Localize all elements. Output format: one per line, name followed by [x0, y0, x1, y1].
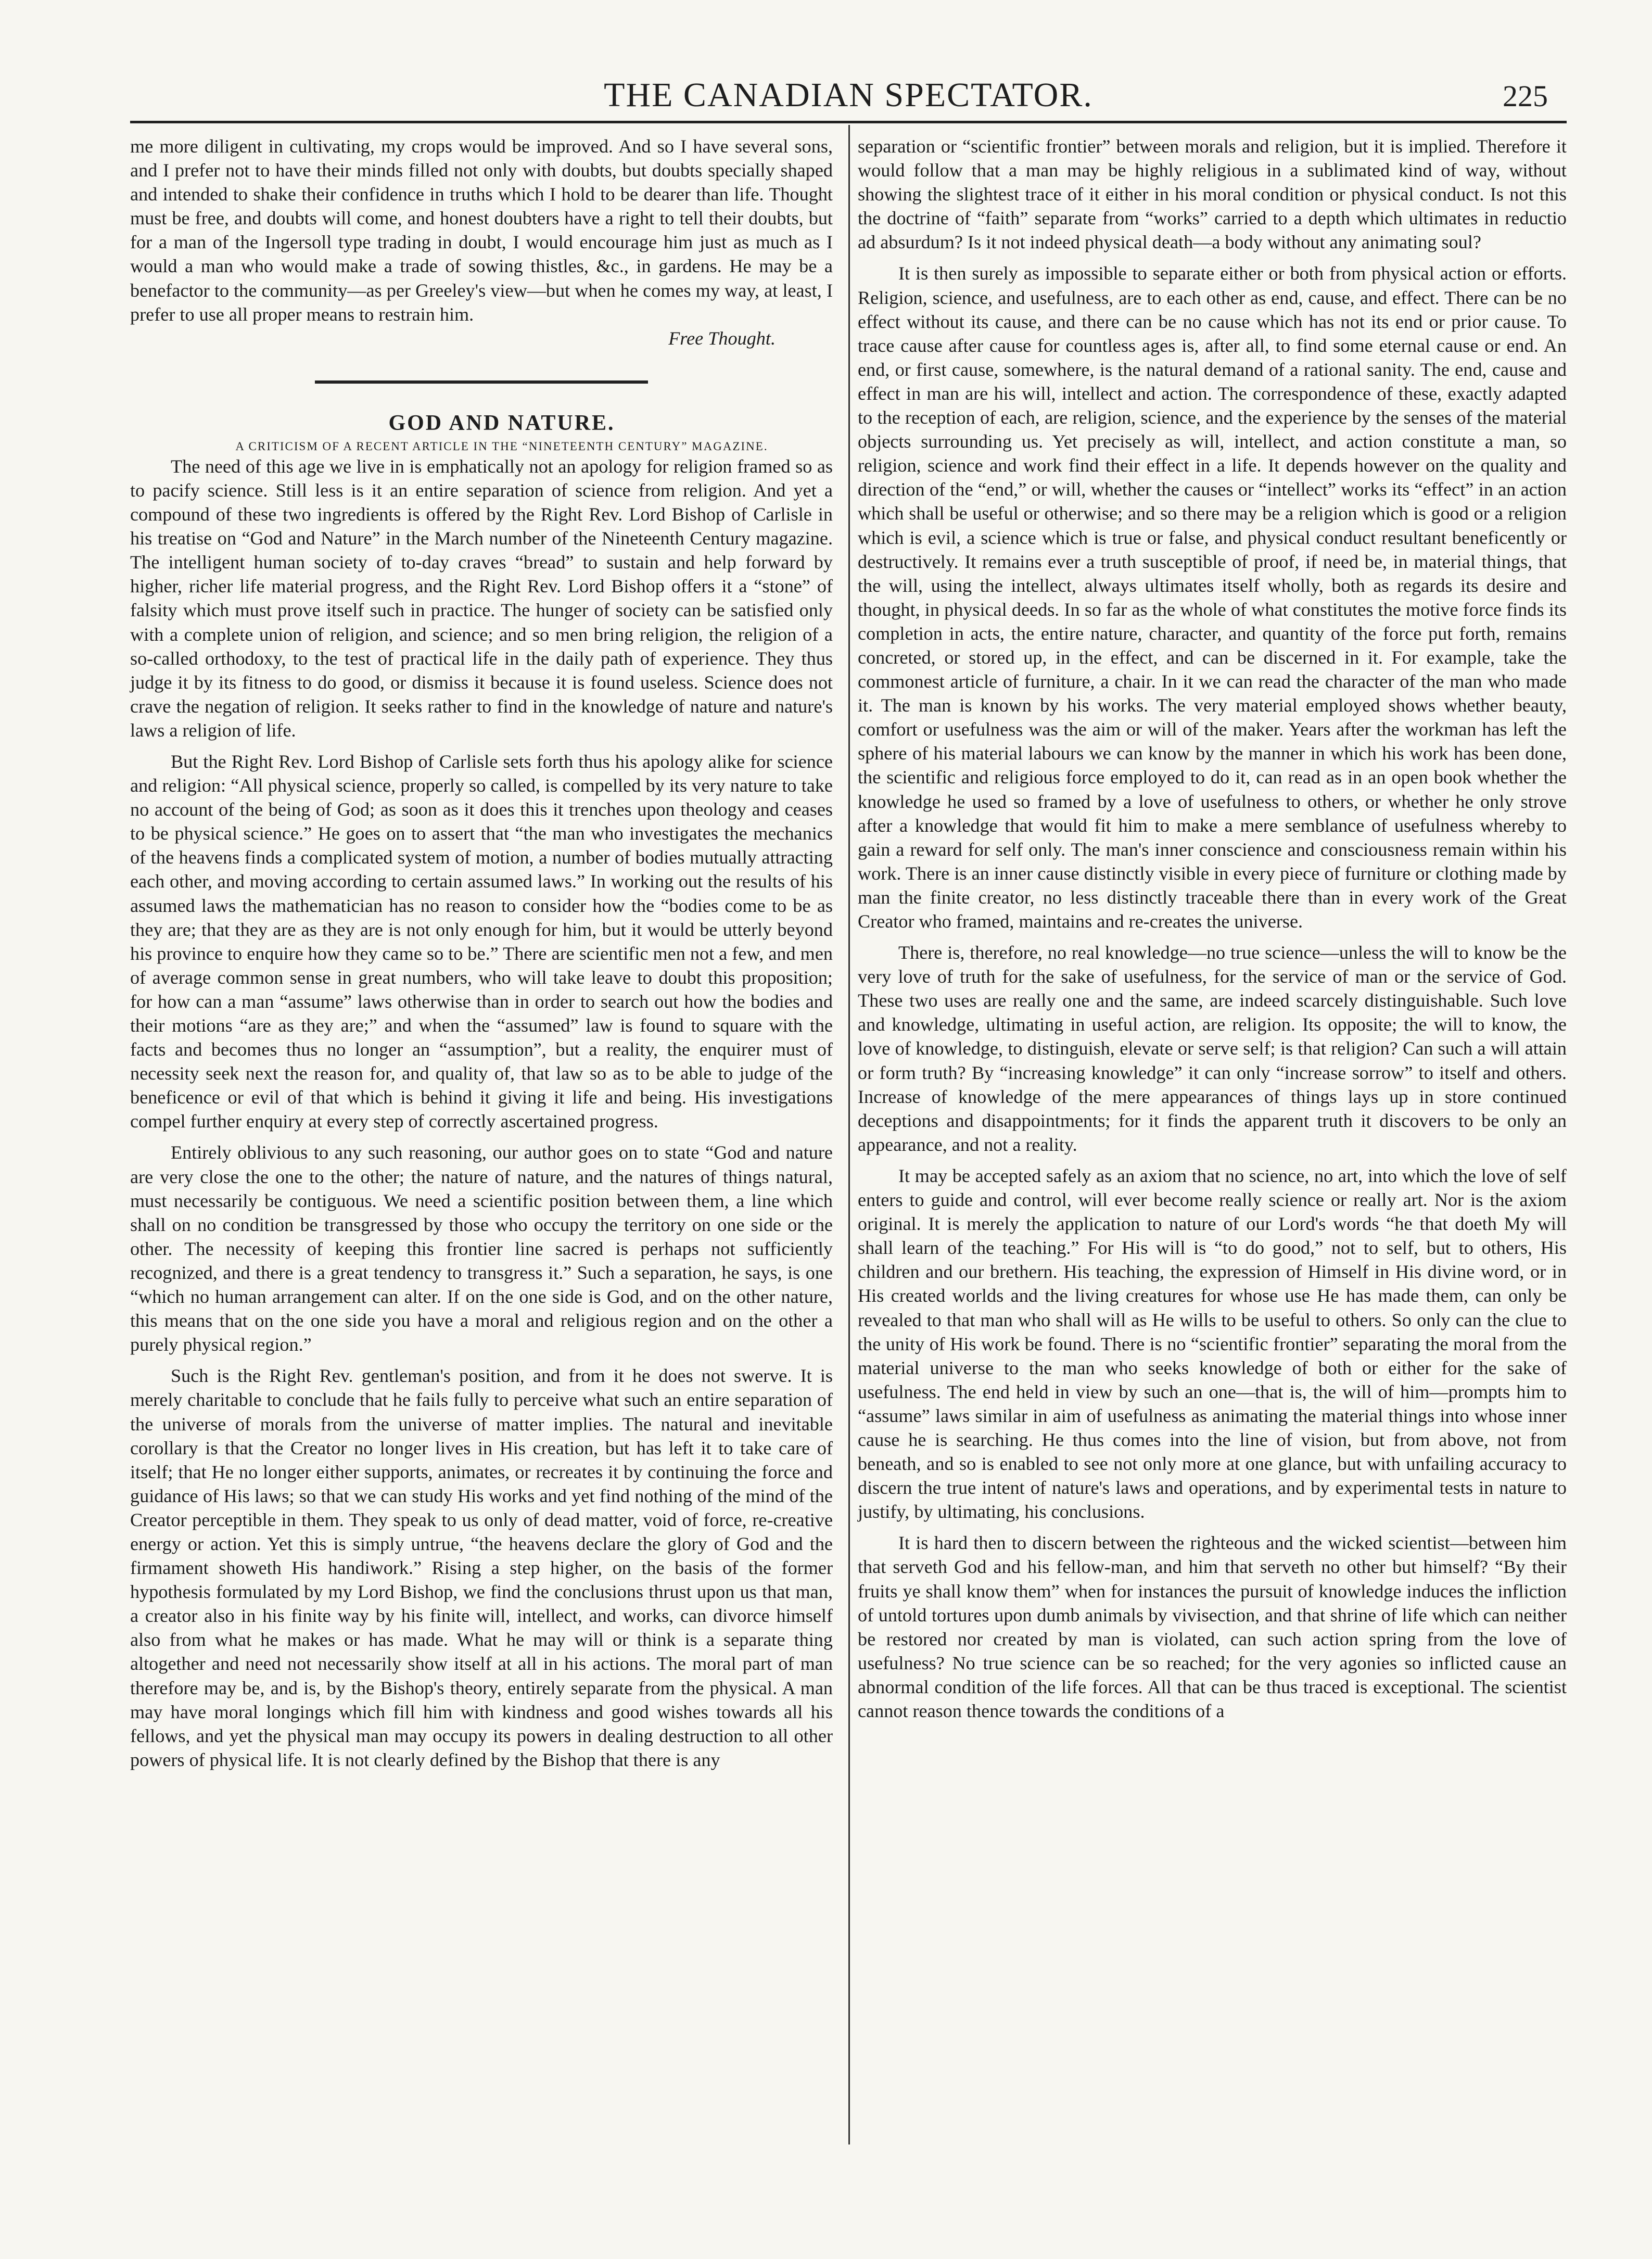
article-paragraph: It is then surely as impossible to separate either or both from physical action or efforts. Religion, science, and usefulness, are to each other as end, cause, and effect. There can be no effect without its cause, and there can be no cause which has not its end or prior cause. To trace cause after cause for countless ages is, after all, to find some eternal cause or end. An end, or first cause, somewhere, is the natural demand of a rational sanity. The end, cause and effect in man are his will, intellect and action. The correspondence of these, exactly adapted to the reception of each, are religion, science, and the experience by the senses of the material objects surrounding us. Yet precisely as will, intellect, and action constitute a man, so religion, science and work find their effect in a life. It depends however on the quality and direction of the “end,” or will, whether the causes or “intellect” works its “effect” in an action which shall be useful or otherwise; and so there may be a religion which is good or a religion which is evil, a science which is true or false, and physical conduct resultant beneficently or destructively. It remains ever a truth susceptible of proof, if need be, in material things, that the will, using the intellect, always ultimates itself wholly, both as regards its desire and thought, in physical deeds. In so far as the whole of what constitutes the motive force finds its completion in acts, the entire nature, character, and quantity of the force put forth, remains concreted, or stored up, in the effect, and can be discerned in it. For example, take the commonest article of furniture, a chair. In it we can read the character of the man who made it. The man is known by his works. The very material employed shows whether beauty, comfort or usefulness was the aim or will of the maker. Years after the workman has left the sphere of his material labours we can know by the manner in which his work has been done, the scientific and religious force employed to do it, can read as in an open book whether the knowledge he used so framed by a love of usefulness to others, or whether he only strove after a knowledge that would fit him to make a mere semblance of usefulness whereby to gain a reward for self only. The man's inner conscience and consciousness remain within his work. There is an inner cause distinctly visible in every piece of furniture or clothing made by man the finite creator, no less distinctly traceable there than in every work of the Great Creator who framed, maintains and re-creates the universe. [858, 263, 1567, 932]
previous-article-signature: Free Thought. [668, 327, 776, 349]
page-number: 225 [1503, 79, 1548, 113]
right-column [858, 134, 1567, 1723]
article-title: GOD AND NATURE. [388, 411, 615, 435]
masthead-title: THE CANADIAN SPECTATOR. [604, 76, 1093, 114]
article-paragraph: Such is the Right Rev. gentleman's position, and from it he does not swerve. It is merely charitable to conclude that he fails fully to perceive what such an entire separation of the universe of morals from the universe of matter implies. The natural and inevitable corollary is that the Creator no longer lives in His creation, but has left it to take care of itself; that He no longer either supports, animates, or recreates it by continuing the force and guidance of His laws; so that we can study His works and yet find nothing of the mind of the Creator perceptible in them. They speak to us only of dead matter, void of force, re-creative energy or action. Yet this is simply untrue, “the heavens declare the glory of God and the firmament showeth His handiwork.” Rising a step higher, on the basis of the former hypothesis formulated by my Lord Bishop, we find the conclusions thrust upon us that man, a creator also in his finite way by his finite will, intellect, and works, can divorce himself also from what he makes or has made. What he may will or think is a separate thing altogether and need not necessarily show itself at all in his actions. The moral part of man therefore may be, and is, by the Bishop's theory, entirely separate from the physical. A man may have moral longings which fill him with kindness and good wishes towards all his fellows, and yet the physical man may occupy its powers in dealing destruction to all other powers of physical life. It is not clearly defined by the Bishop that there is any [130, 1365, 833, 1770]
previous-article-continuation: me more diligent in cultivating, my crops would be improved. And so I have several sons, and I prefer not to have their minds filled not only with doubts, but doubts specially shaped and intended to shake their confidence in truths which I hold to be dearer than life. Thought must be free, and doubts will come, and honest doubters have a right to tell their doubts, but for a man of the Ingersoll type trading in doubt, I would encourage him just as much as I would a man who would make a trade of sowing thistles, &c., in gardens. He may be a benefactor to the community—as per Greeley's view—but when he comes my way, at least, I prefer to use all proper means to restrain him. [130, 136, 833, 325]
left-column [130, 134, 833, 1772]
article-separator-rule [315, 380, 648, 384]
header-rule [130, 121, 1567, 123]
article-paragraph: It may be accepted safely as an axiom that no science, no art, into which the love of self enters to guide and control, will ever become really science or really art. Nor is the axiom original. It is merely the application to nature of our Lord's words “he that doeth My will shall learn of the teaching.” For His will is “to do good,” not to self, but to others, His children and our brethern. His teaching, the expression of Himself in His divine word, or in His created worlds and the living creatures for whose use He has made them, can only be revealed to that man who shall will as He wills to be useful to others. So only can the clue to the unity of His work be found. There is no “scientific frontier” separating the moral from the material universe to the man who seeks knowledge of both or either for the sake of usefulness. The end held in view by such an one—that is, the will of him—prompts him to “assume” laws similar in aim of usefulness as animating the material things into whose inner cause he is searching. He thus comes into the line of vision, but from above, not from beneath, and so is enabled to see not only more at one glance, but with unfailing accuracy to discern the true intent of nature's laws and operations, and by experimental tests in nature to justify, by ultimating, his conclusions. [858, 1165, 1567, 1522]
article-paragraph: separation or “scientific frontier” between morals and religion, but it is implied. Therefore it would follow that a man may be highly religious in a sublimated kind of way, without showing the slightest trace of it either in his moral condition or physical conduct. Is not this the doctrine of “faith” separate from “works” carried to a depth which ultimates in reductio ad absurdum? Is it not indeed physical death—a body without any animating soul? [858, 136, 1567, 253]
article-paragraph: But the Right Rev. Lord Bishop of Carlisle sets forth thus his apology alike for science and religion: “All physical science, properly so called, is compelled by its very nature to take no account of the being of God; as soon as it does this it trenches upon theology and ceases to be physical science.” He goes on to assert that “the man who investigates the mechanics of the heavens finds a complicated system of motion, a number of bodies mutually attracting each other, and moving according to certain assumed laws.” In working out the results of his assumed laws the mathematician has no reason to consider how the “bodies come to be as they are; that they are as they are is not only enough for him, but it would be utterly beyond his province to enquire how they came so to be.” There are scientific men not a few, and men of average common sense in great numbers, who will take leave to doubt this proposition; for how can a man “assume” laws otherwise than in order to search out how the bodies and their motions “are as they are;” and when the “assumed” law is found to square with the facts and becomes thus no longer an “assumption”, but a reality, the enquirer must of necessity seek next the reason for, and quality of, that law so as to be able to judge of the beneficence or evil of that which is behind it giving it life and being. His investigations compel further enquiry at every step of correctly ascertained progress. [130, 751, 833, 1132]
article-paragraph: The need of this age we live in is emphatically not an apology for religion framed so as to pacify science. Still less is it an entire separation of science from religion. And yet a compound of these two ingredients is offered by the Right Rev. Lord Bishop of Carlisle in his treatise on “God and Nature” in the March number of the Nineteenth Century magazine. The intelligent human society of to-day craves “bread” to sustain and help forward by higher, richer life material progress, and the Right Rev. Lord Bishop offers it a “stone” of falsity which must prove itself such in practice. The hunger of society can be satisfied only with a complete union of religion, and science; and so men bring religion, the religion of a so-called orthodoxy, to the test of practical life in the daily path of experience. They thus judge it by its fitness to do good, or dismiss it because it is found useless. Science does not crave the negation of religion. It seeks rather to find in the knowledge of nature and nature's laws a religion of life. [130, 455, 833, 741]
article-paragraph: There is, therefore, no real knowledge—no true science—unless the will to know be the very love of truth for the sake of usefulness, for the service of man or the service of God. These two uses are really one and the same, are indeed scarcely distinguishable. Such love and knowledge, ultimating in useful action, are religion. Its opposite; the will to know, the love of knowledge, to distinguish, elevate or serve self; is that religion? Can such a will attain or form truth? By “increasing knowledge” it can only “increase sorrow” to itself and others. Increase of knowledge of the mere appearances of things lays up in store continued deceptions and disappointments; for it finds the apparent truth it discovers to be only an appearance, and not a reality. [858, 942, 1567, 1155]
article-paragraph: It is hard then to discern between the righteous and the wicked scientist—between him that serveth God and his fellow-man, and him that serveth no other but himself? “By their fruits ye shall know them” when for instances the pursuit of knowledge induces the infliction of untold tortures upon dumb animals by vivisection, and that shrine of life which can neither be restored nor created by man is violated, can such action spring from the love of usefulness? No true science can be so reached; for the very agonies so inflicted cause an abnormal condition of the life forces. All that can be thus traced is exceptional. The scientist cannot reason thence towards the conditions of a [858, 1532, 1567, 1721]
column-divider [848, 125, 850, 2144]
article-paragraph: Entirely oblivious to any such reasoning, our author goes on to state “God and nature are very close the one to the other; the nature of nature, and the natures of things natural, must necessarily be contiguous. We need a scientific position between them, a line which shall on no condition be transgressed by those who occupy the territory on one side or the other. The necessity of keeping this frontier line sacred is perhaps not sufficiently recognized, and there is a great tendency to transgress it.” Such a separation, he says, is one “which no human arrangement can alter. If on the one side is God, and on the other nature, this means that on the one side you have a moral and religious region and on the other a purely physical region.” [130, 1142, 833, 1355]
article-subtitle: A CRITICISM OF A RECENT ARTICLE IN THE “NINETEENTH CENTURY” MAGAZINE. [235, 439, 768, 453]
